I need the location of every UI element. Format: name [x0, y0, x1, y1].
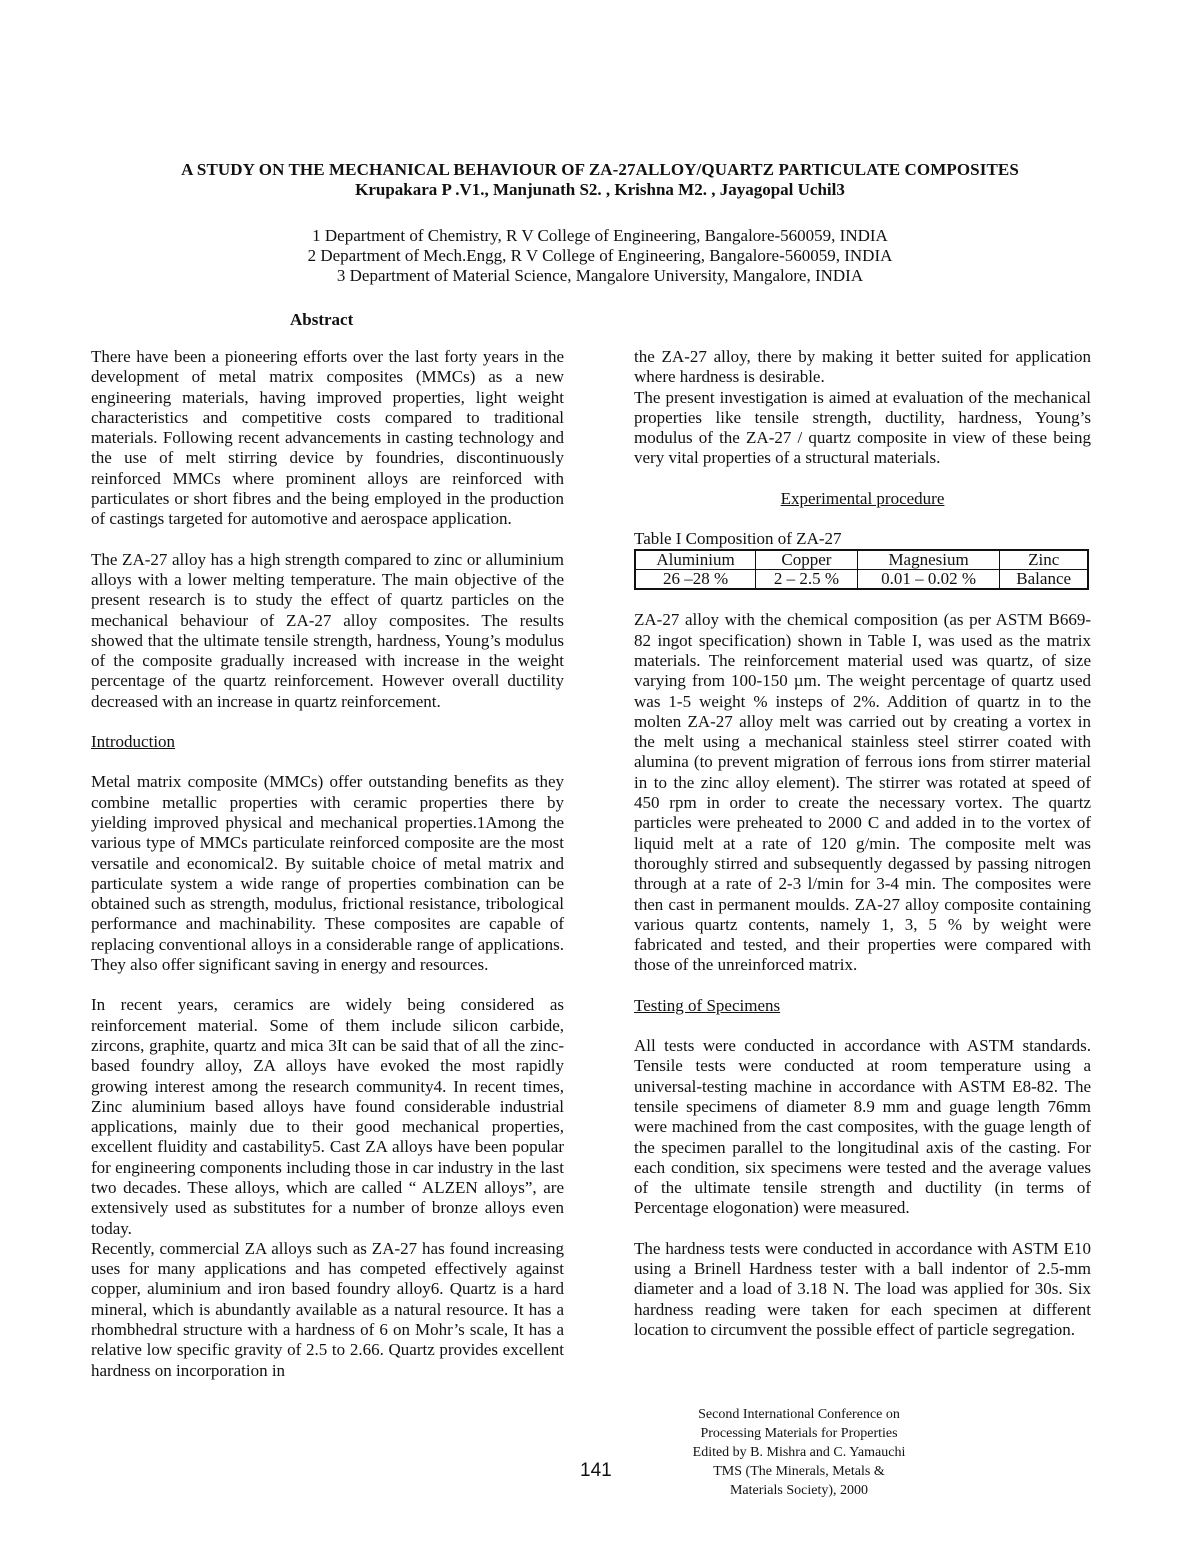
affiliations [0, 226, 1200, 286]
table-header-row [635, 550, 1088, 570]
composition-table [634, 549, 1089, 590]
conference-line: Edited by B. Mishra and C. Yamauchi [692, 1445, 906, 1460]
title-block [0, 160, 1200, 200]
introduction-paragraph-1: Metal matrix composite (MMCs) offer outstanding benefits as they combine metallic properties with ceramic properties there by yielding improved physical and mechanical properties.1Among the various type of MMCs particulate reinforced composite are the most versatile and economical2. By suitable choice of metal matrix and particulate system a wide range of properties combination can be obtained such as strength, modulus, frictional resistance, tribological performance and machinability. These composites are capable of replacing conventional alloys in a considerable range of applications. They also offer significant saving in energy and resources. [91, 772, 564, 975]
table-cell: Balance [1000, 570, 1088, 590]
paper-title: A STUDY ON THE MECHANICAL BEHAVIOUR OF ZA-27ALLOY/QUARTZ PARTICULATE COMPOSITES [181, 160, 1019, 179]
table-caption: Table I Composition of ZA-27 [634, 529, 842, 549]
body-paragraph-2: The present investigation is aimed at evaluation of the mechanical properties like tensile strength, ductility, hardness, Young’s modulus of the ZA-27 / quartz composite in view of these being very vital properties of a structural materials. [634, 387, 1091, 468]
affiliation-3: 3 Department of Material Science, Mangalore University, Mangalore, INDIA [336, 266, 864, 285]
table-cell: 2 – 2.5 % [756, 570, 858, 590]
abstract-paragraph-1: There have been a pioneering efforts over the last forty years in the development of metal matrix composites (MMCs) as a new engineering materials, having improved properties, light weight characteristics and competitive costs compared to traditional materials. Following recent advancements in casting technology and the use of melt stirring device by foundries, discontinuously reinforced MMCs where prominent alloys are reinforced with particulates or short fibres and the being employed in the production of castings targeted for automotive and aerospace application. [91, 347, 564, 529]
affiliation-1: 1 Department of Chemistry, R V College of Engineering, Bangalore-560059, INDIA [312, 226, 888, 245]
table-header-cell: Aluminium [635, 550, 756, 570]
introduction-paragraph-2: In recent years, ceramics are widely being considered as reinforcement material. Some of them include silicon carbide, zircons, graphite, quartz and mica 3It can be said that of all the zinc-based foundry alloy, ZA alloys have evoked the most rapidly growing interest among the research community4. In recent times, Zinc aluminium based alloys have found considerable industrial applications, mainly due to their good mechanical properties, excellent fluidity and castability5. Cast ZA alloys have been popular for engineering components including those in car industry in the last two decades. These alloys, which are called “ ALZEN alloys”, are extensively used as substitutes for a number of bronze alloys even today. [91, 995, 564, 1238]
conference-line: Second International Conference on [698, 1407, 900, 1422]
table-cell: 0.01 – 0.02 % [857, 570, 1000, 590]
abstract-heading: Abstract [290, 310, 354, 329]
body-paragraph-5: The hardness tests were conducted in accordance with ASTM E10 using a Brinell Hardness tester with a ball indentor of 2.5-mm diameter and a load of 3.18 N. The load was applied for 30s. Six hardness reading were taken for each specimen at different location to circumvent the possible effect of particle segregation. [634, 1238, 1091, 1339]
abstract-paragraph-2: The ZA-27 alloy has a high strength compared to zinc or alluminium alloys with a lower melting temperature. The main objective of the present research is to study the effect of quartz particles on the mechanical behaviour of ZA-27 alloy composites. The results showed that the ultimate tensile strength, hardness, Young’s modulus of the composite gradually increased with increase in the weight percentage of the quartz reinforcement. However overall ductility decreased with an increase in quartz reinforcement. [91, 549, 564, 711]
testing-heading: Testing of Specimens [634, 995, 781, 1015]
introduction-paragraph-3: Recently, commercial ZA alloys such as ZA-27 has found increasing uses for many applications and has competed effectively against copper, aluminium and iron based foundry alloy6. Quartz is a hard mineral, which is abundantly available as a natural resource. It has a rhombhedral structure with a hardness of 6 on Mohr’s scale, It has a relative low specific gravity of 2.5 to 2.66. Quartz provides excellent hardness on incorporation in [91, 1238, 564, 1380]
conference-note [634, 1405, 964, 1500]
conference-line: Processing Materials for Properties [700, 1426, 898, 1441]
experimental-heading: Experimental procedure [780, 488, 945, 508]
page-number: 141 [580, 1460, 612, 1481]
conference-line: TMS (The Minerals, Metals & [713, 1464, 885, 1479]
body-paragraph-1: the ZA-27 alloy, there by making it better suited for application where hardness is desirable. [634, 347, 1091, 387]
affiliation-2: 2 Department of Mech.Engg, R V College of Engineering, Bangalore-560059, INDIA [307, 246, 893, 265]
conference-line: Materials Society), 2000 [729, 1483, 869, 1498]
table-row [635, 570, 1088, 590]
table-header-cell: Zinc [1000, 550, 1088, 570]
body-paragraph-3: ZA-27 alloy with the chemical composition (as per ASTM B669-82 ingot specification) shown in Table I, was used as the matrix materials. The reinforcement material used was quartz, of size varying from 100-150 µm. The weight percentage of quartz used was 1-5 weight % insteps of 2%. Addition of quartz in to the molten ZA-27 alloy melt was carried out by creating a vortex in the melt using a mechanical stainless steel stirrer coated with alumina (to prevent migration of ferrous ions from stirrer material in to the zinc alloy element). The stirrer was rotated at speed of 450 rpm in order to create the necessary vortex. The quartz particles were preheated to 2000 C and added in to the vortex of liquid melt at a rate of 120 g/min. The composite melt was thoroughly stirred and subsequently degassed by passing nitrogen through at a rate of 2-3 l/min for 3-4 min. The composites were then cast in permanent moulds. ZA-27 alloy composite containing various quartz contents, namely 1, 3, 5 % by weight were fabricated and tested, and their properties were compared with those of the unreinforced matrix. [634, 610, 1091, 975]
table-header-cell: Magnesium [857, 550, 1000, 570]
author-list: Krupakara P .V1., Manjunath S2. , Krishna M2. , Jayagopal Uchil3 [355, 180, 845, 199]
body-paragraph-4: All tests were conducted in accordance with ASTM standards. Tensile tests were conducted at room temperature using a universal-testing machine in accordance with ASTM E8-82. The tensile specimens of diameter 8.9 mm and guage length 76mm were machined from the cast composites, with the guage length of the specimen parallel to the longitudinal axis of the casting. For each condition, six specimens were tested and the average values of the ultimate tensile strength and ductility (in terms of Percentage elogonation) were measured. [634, 1036, 1091, 1218]
introduction-heading: Introduction [91, 732, 176, 752]
table-cell: 26 –28 % [635, 570, 756, 590]
right-column [634, 347, 1091, 1340]
table-header-cell: Copper [756, 550, 858, 570]
left-column [91, 347, 564, 1381]
